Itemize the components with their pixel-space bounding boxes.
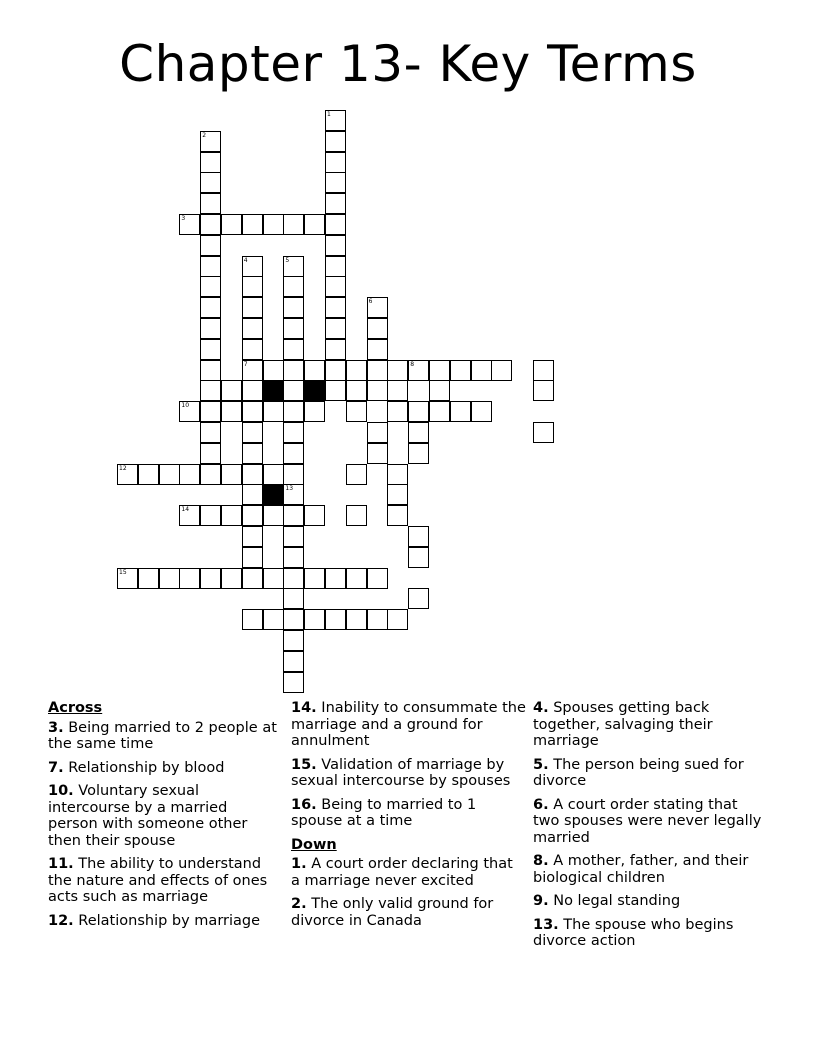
grid-cell[interactable]	[283, 672, 304, 693]
grid-cell[interactable]	[200, 297, 221, 318]
grid-block	[263, 484, 284, 505]
grid-cell[interactable]	[387, 360, 408, 381]
clue-number: 15	[119, 568, 127, 576]
grid-cell[interactable]	[408, 401, 429, 422]
grid-cell[interactable]	[221, 568, 242, 589]
grid-cell[interactable]	[283, 339, 304, 360]
grid-cell[interactable]	[221, 401, 242, 422]
grid-cell[interactable]	[346, 380, 367, 401]
clue-down-4: 4. Spouses getting back together, salvaging their marriage	[533, 700, 713, 749]
grid-cell[interactable]	[325, 318, 346, 339]
clue-column-2	[291, 700, 526, 936]
grid-cell[interactable]	[325, 193, 346, 214]
grid-cell[interactable]	[346, 568, 367, 589]
grid-cell[interactable]	[304, 609, 325, 630]
grid-cell[interactable]	[263, 360, 284, 381]
grid-cell[interactable]	[367, 339, 388, 360]
grid-cell[interactable]	[283, 276, 304, 297]
clue-down-13: 13. The spouse who begins divorce action	[533, 916, 734, 949]
grid-cell[interactable]	[325, 360, 346, 381]
grid-cell[interactable]	[325, 568, 346, 589]
clue-number: 5	[285, 256, 290, 264]
grid-cell[interactable]	[263, 609, 284, 630]
grid-cell[interactable]	[138, 464, 159, 485]
clue-number: 10	[181, 402, 190, 410]
grid-cell[interactable]	[263, 214, 284, 235]
clue-down-2: 2. The only valid ground for divorce in Canada	[291, 896, 494, 929]
grid-cell[interactable]	[533, 380, 554, 401]
grid-cell[interactable]	[200, 443, 221, 464]
grid-cell[interactable]	[117, 464, 138, 485]
grid-cell[interactable]	[242, 464, 263, 485]
grid-cell[interactable]	[179, 401, 200, 422]
grid-cell[interactable]	[200, 380, 221, 401]
clue-across-11: 11. The ability to understand the nature and effects of ones acts such as marriage	[48, 856, 268, 905]
clue-number: 3	[181, 215, 186, 222]
grid-block	[263, 380, 284, 401]
grid-cell[interactable]	[221, 505, 242, 526]
clue-number: 1	[327, 111, 331, 118]
grid-cell[interactable]	[179, 214, 200, 235]
grid-cell[interactable]	[283, 360, 304, 381]
grid-cell[interactable]	[138, 568, 159, 589]
grid-cell[interactable]	[221, 464, 242, 485]
across-heading: Across	[48, 700, 103, 716]
grid-cell[interactable]	[242, 505, 263, 526]
grid-cell[interactable]	[179, 464, 200, 485]
grid-cell[interactable]	[200, 505, 221, 526]
grid-cell[interactable]	[304, 568, 325, 589]
grid-cell[interactable]	[408, 547, 429, 568]
grid-cell[interactable]	[367, 318, 388, 339]
grid-cell[interactable]	[325, 380, 346, 401]
grid-cell[interactable]	[325, 131, 346, 152]
grid-cell[interactable]	[242, 568, 263, 589]
clue-across-10: 10. Voluntary sexual intercourse by a married person with someone other then their spouse	[48, 783, 248, 849]
clue-number: 6	[368, 298, 373, 306]
grid-cell[interactable]	[304, 360, 325, 381]
grid-cell[interactable]	[283, 443, 304, 464]
grid-cell[interactable]	[117, 568, 138, 589]
clue-across-12: 12. Relationship by marriage	[48, 912, 261, 929]
clue-number: 7	[243, 360, 248, 368]
grid-cell[interactable]	[200, 422, 221, 443]
grid-cell[interactable]	[304, 505, 325, 526]
grid-cell[interactable]	[408, 526, 429, 547]
grid-cell[interactable]	[200, 131, 221, 152]
clue-number: 12	[119, 464, 127, 472]
clue-down-1: 1. A court order declaring that a marriage never excited	[291, 856, 513, 889]
clue-number: 14	[181, 506, 190, 514]
grid-cell[interactable]	[325, 256, 346, 277]
page-title: Chapter 13- Key Terms	[119, 35, 697, 93]
grid-cell[interactable]	[283, 464, 304, 485]
grid-cell[interactable]	[387, 609, 408, 630]
grid-cell[interactable]	[200, 339, 221, 360]
grid-cell[interactable]	[429, 360, 450, 381]
clue-across-16: 16. Being to married to 1 spouse at a time	[291, 796, 477, 829]
grid-cell[interactable]	[159, 568, 180, 589]
clue-column-3	[533, 700, 768, 957]
grid-cell[interactable]	[325, 152, 346, 173]
grid-cell[interactable]	[367, 609, 388, 630]
grid-cell[interactable]	[242, 547, 263, 568]
clue-number: 13	[285, 485, 294, 493]
grid-cell[interactable]	[242, 609, 263, 630]
grid-cell[interactable]	[242, 318, 263, 339]
grid-cell[interactable]	[325, 297, 346, 318]
grid-cell[interactable]	[159, 464, 180, 485]
grid-cell[interactable]	[283, 630, 304, 651]
grid-cell[interactable]	[283, 484, 304, 505]
grid-cell[interactable]	[242, 276, 263, 297]
grid-cell[interactable]	[283, 568, 304, 589]
grid-cell[interactable]	[367, 297, 388, 318]
grid-cell[interactable]	[242, 484, 263, 505]
grid-cell[interactable]	[179, 568, 200, 589]
grid-cell[interactable]	[200, 214, 221, 235]
clue-number: 4	[243, 256, 248, 264]
grid-cell[interactable]	[200, 256, 221, 277]
grid-cell[interactable]	[387, 484, 408, 505]
grid-cell[interactable]	[346, 505, 367, 526]
grid-cell[interactable]	[242, 256, 263, 277]
grid-cell[interactable]	[367, 380, 388, 401]
grid-cell[interactable]	[533, 360, 554, 381]
grid-cell[interactable]	[242, 339, 263, 360]
grid-cell[interactable]	[283, 526, 304, 547]
grid-cell[interactable]	[367, 443, 388, 464]
grid-cell[interactable]	[263, 505, 284, 526]
grid-cell[interactable]	[221, 214, 242, 235]
grid-cell[interactable]	[304, 214, 325, 235]
grid-cell[interactable]	[200, 276, 221, 297]
grid-cell[interactable]	[346, 360, 367, 381]
grid-cell[interactable]	[221, 380, 242, 401]
grid-cell[interactable]	[325, 110, 346, 131]
grid-cell[interactable]	[408, 360, 429, 381]
grid-cell[interactable]	[242, 526, 263, 547]
grid-cell[interactable]	[304, 401, 325, 422]
grid-cell[interactable]	[325, 214, 346, 235]
grid-cell[interactable]	[242, 443, 263, 464]
grid-cell[interactable]	[242, 297, 263, 318]
grid-cell[interactable]	[325, 339, 346, 360]
clue-across-3: 3. Being married to 2 people at the same time	[48, 719, 277, 752]
grid-block	[304, 380, 325, 401]
grid-cell[interactable]	[283, 318, 304, 339]
grid-cell[interactable]	[533, 422, 554, 443]
grid-cell[interactable]	[471, 401, 492, 422]
grid-cell[interactable]	[387, 380, 408, 401]
grid-cell[interactable]	[450, 360, 471, 381]
grid-cell[interactable]	[242, 380, 263, 401]
grid-cell[interactable]	[283, 380, 304, 401]
grid-cell[interactable]	[263, 464, 284, 485]
clue-down-8: 8. A mother, father, and their biological children	[533, 853, 749, 886]
grid-cell[interactable]	[263, 568, 284, 589]
grid-cell[interactable]	[283, 256, 304, 277]
grid-cell[interactable]	[408, 443, 429, 464]
grid-cell[interactable]	[242, 360, 263, 381]
grid-cell[interactable]	[200, 360, 221, 381]
grid-cell[interactable]	[200, 152, 221, 173]
grid-cell[interactable]	[367, 568, 388, 589]
clue-number: 8	[410, 360, 415, 368]
grid-cell[interactable]	[200, 568, 221, 589]
grid-cell[interactable]	[346, 609, 367, 630]
grid-cell[interactable]	[325, 276, 346, 297]
clue-column-1	[48, 700, 280, 936]
grid-cell[interactable]	[200, 464, 221, 485]
grid-cell[interactable]	[283, 297, 304, 318]
grid-cell[interactable]	[283, 422, 304, 443]
grid-cell[interactable]	[346, 401, 367, 422]
grid-cell[interactable]	[179, 505, 200, 526]
clue-across-15: 15. Validation of marriage by sexual intercourse by spouses	[291, 756, 511, 789]
grid-cell[interactable]	[367, 360, 388, 381]
grid-cell[interactable]	[325, 235, 346, 256]
grid-cell[interactable]	[200, 172, 221, 193]
grid-cell[interactable]	[429, 401, 450, 422]
clue-across-14: 14. Inability to consummate the marriage and a ground for annulment	[291, 700, 526, 749]
grid-cell[interactable]	[200, 193, 221, 214]
grid-cell[interactable]	[387, 464, 408, 485]
grid-cell[interactable]	[408, 422, 429, 443]
grid-cell[interactable]	[346, 464, 367, 485]
grid-cell[interactable]	[283, 547, 304, 568]
clue-number: 2	[202, 131, 207, 139]
grid-cell[interactable]	[429, 380, 450, 401]
grid-cell[interactable]	[325, 609, 346, 630]
grid-cell[interactable]	[283, 214, 304, 235]
grid-cell[interactable]	[387, 401, 408, 422]
grid-cell[interactable]	[283, 588, 304, 609]
grid-cell[interactable]	[283, 651, 304, 672]
grid-cell[interactable]	[200, 318, 221, 339]
grid-cell[interactable]	[387, 505, 408, 526]
grid-cell[interactable]	[408, 588, 429, 609]
clue-down-6: 6. A court order stating that two spouses were never legally married	[533, 796, 762, 846]
grid-cell[interactable]	[450, 401, 471, 422]
grid-cell[interactable]	[367, 422, 388, 443]
grid-cell[interactable]	[283, 505, 304, 526]
grid-cell[interactable]	[283, 609, 304, 630]
grid-cell[interactable]	[263, 401, 284, 422]
grid-cell[interactable]	[200, 401, 221, 422]
grid-cell[interactable]	[471, 360, 492, 381]
down-heading: Down	[291, 836, 337, 853]
grid-cell[interactable]	[242, 422, 263, 443]
grid-cell[interactable]	[325, 172, 346, 193]
grid-cell[interactable]	[283, 401, 304, 422]
grid-cell[interactable]	[242, 401, 263, 422]
clue-down-5: 5. The person being sued for divorce	[533, 756, 744, 789]
grid-cell[interactable]	[491, 360, 512, 381]
grid-cell[interactable]	[200, 235, 221, 256]
grid-cell[interactable]	[242, 214, 263, 235]
clue-across-7: 7. Relationship by blood	[48, 759, 225, 776]
clue-down-9: 9. No legal standing	[533, 893, 681, 909]
